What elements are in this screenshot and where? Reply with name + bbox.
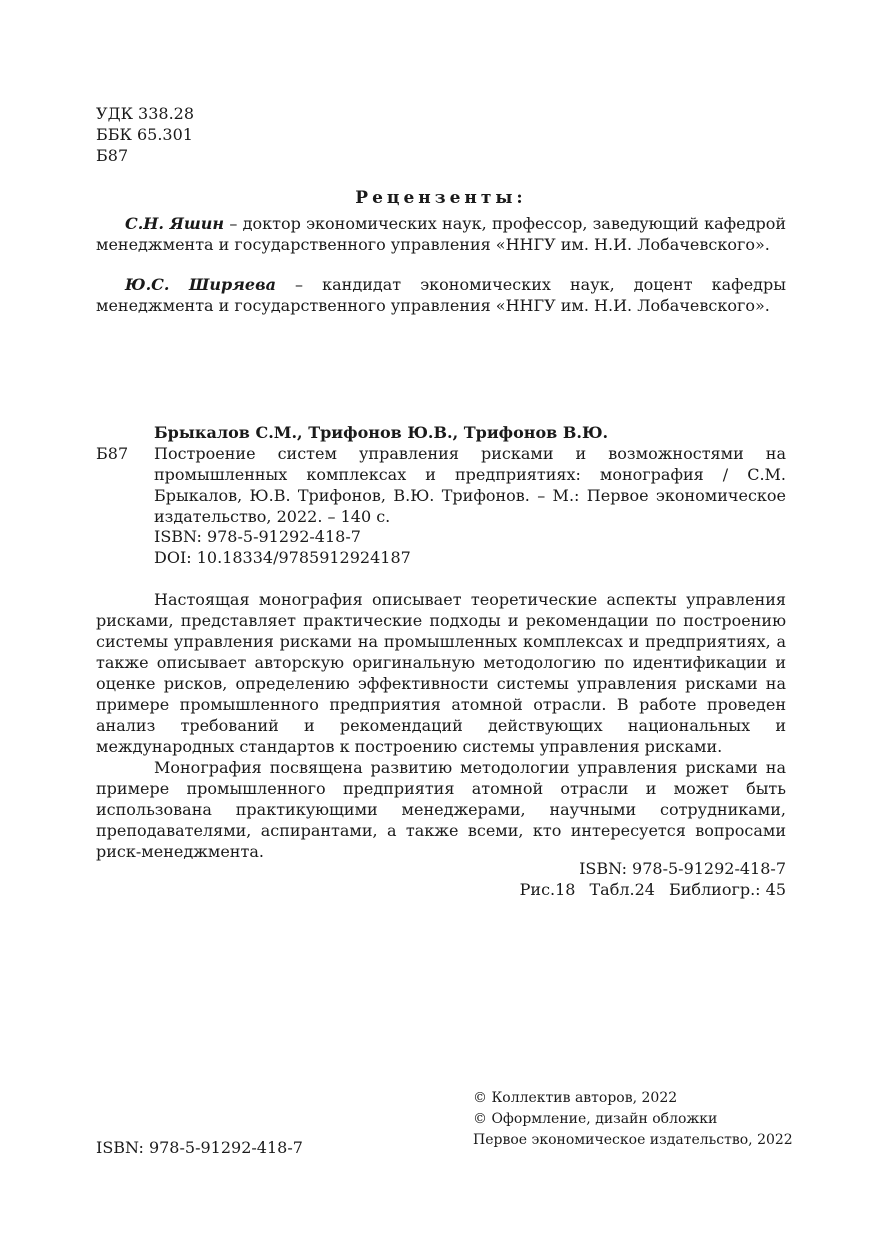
- reviewer-2-name: Ю.С. Ширяева: [125, 275, 276, 294]
- reviewer-2: [96, 274, 786, 316]
- summary-block: [520, 858, 786, 900]
- bibliography-count: Библиогр.: 45: [668, 880, 786, 899]
- reviewer-1: [96, 213, 786, 255]
- abstract-paragraph-1: Настоящая монография описывает теоретические аспекты управления рисками, представляет практические подходы и рекомендации по построению системы управления рисками на промышленных комплексах и предприятиях, а также описывает авторскую оригинальную методологию по идентификации и оценке рисков, определению эффективности системы управления рисками на примере промышленного предприятия атомной отрасли. В работе проведен анализ требований и рекомендаций действующих национальных и международных стандартов к построению системы управления рисками.: [96, 590, 786, 756]
- abstract-paragraph-2: Монография посвящена развитию методологии управления рисками на примере промышленного предприятия атомной отрасли и может быть использована практикующими менеджерами, научными сотрудниками, преподавателями, аспирантами, а также всеми, кто интересуется вопросами риск-менеджмента.: [96, 758, 786, 861]
- catalog-identifiers: [154, 526, 411, 568]
- copyright-authors: © Коллектив авторов, 2022: [473, 1090, 678, 1106]
- copyright-block: [473, 1088, 793, 1151]
- udk-code: УДК 338.28: [96, 104, 195, 123]
- summary-isbn: ISBN: 978-5-91292-418-7: [579, 859, 786, 878]
- reviewer-1-text: – доктор экономических наук, профессор, заведующий кафедрой менеджмента и государственного управления «ННГУ им. Н.И. Лобачевского».: [96, 214, 786, 254]
- classification-codes: [96, 103, 194, 166]
- catalog-authors: [154, 422, 786, 443]
- copyright-design: © Оформление, дизайн обложки: [473, 1111, 718, 1127]
- author-mark: Б87: [96, 146, 129, 165]
- reviewers-title: Рецензенты:: [355, 188, 527, 208]
- copyright-publisher: Первое экономическое издательство, 2022: [473, 1132, 793, 1148]
- reviewer-2-text: – кандидат экономических наук, доцент кафедры менеджмента и государственного управления «ННГУ им. Н.И. Лобачевского».: [96, 275, 786, 315]
- catalog-description: Построение систем управления рисками и возможностями на промышленных комплексах и предприятиях: монография / С.М. Брыкалов, Ю.В. Трифонов, В.Ю. Трифонов. – М.: Первое экономическое издательство, 2022. – 140 с.: [154, 444, 786, 526]
- catalog-isbn: ISBN: 978-5-91292-418-7: [154, 527, 361, 546]
- catalog-index: Б87: [96, 444, 129, 463]
- bbk-code: ББК 65.301: [96, 125, 193, 144]
- catalog-doi: DOI: 10.18334/9785912924187: [154, 548, 411, 567]
- bottom-isbn: ISBN: 978-5-91292-418-7: [96, 1138, 303, 1157]
- figures-count: Рис.18: [519, 880, 576, 899]
- reviewer-1-name: С.Н. Яшин: [125, 214, 225, 233]
- authors: Брыкалов С.М., Трифонов Ю.В., Трифонов В.Ю.: [154, 423, 609, 442]
- summary-counts: [520, 879, 786, 900]
- tables-count: Табл.24: [589, 880, 655, 899]
- abstract: [96, 589, 786, 862]
